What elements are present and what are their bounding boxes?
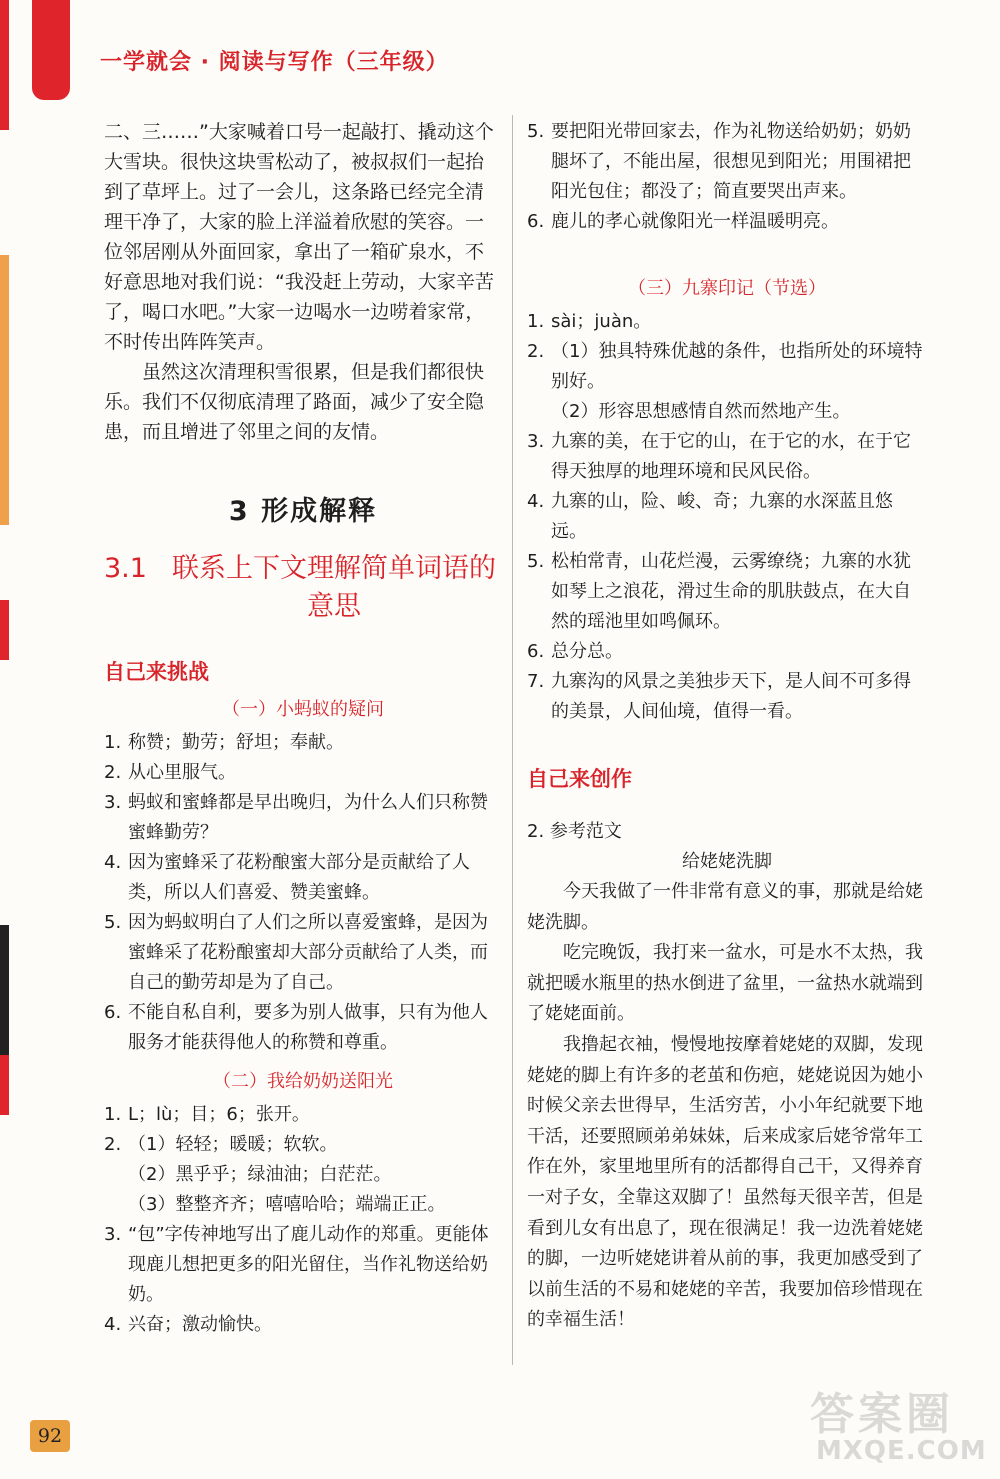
answer-item: 6. 不能自私自利，要多为别人做事，只有为他人服务才能获得他人的称赞和尊重。 [104, 1002, 488, 1053]
edge-strip-red-top [0, 0, 9, 130]
essay-paragraph: 今天我做了一件非常有意义的事，那就是给姥姥洗脚。 [527, 881, 923, 933]
subsection-title: （一）小蚂蚁的疑问 [222, 699, 384, 720]
answer-item: 5. 要把阳光带回家去，作为礼物送给奶奶；奶奶腿坏了，不能出屋，很想见到阳光；用围裙把阳光包住；都没了；简直要哭出声来。 [527, 121, 911, 202]
answer-item: 1. sài；juàn。 [527, 311, 652, 332]
watermark-glyphs: 答案圈 [810, 1389, 954, 1440]
left-column [104, 117, 502, 1340]
answer-item: 2. （1）独具特殊优越的条件，也指所处的环境特别好。 [527, 341, 923, 392]
answer-item: （3）整整齐齐；嘻嘻哈哈；端端正正。 [128, 1194, 446, 1215]
section-title: 联系上下文理解简单词语的意思 [172, 553, 496, 622]
answer-item: 1. L；lù；目；6；张开。 [104, 1104, 310, 1125]
answer-item: 4. 九寨的山，险、峻、奇；九寨的水深蓝且悠远。 [527, 491, 893, 542]
block-heading-create: 自己来创作 [527, 767, 632, 791]
answer-item: 4. 因为蜜蜂采了花粉酿蜜大部分是贡献给了人类，所以人们喜爱、赞美蜜蜂。 [104, 852, 470, 903]
section-number: 3.1 [104, 553, 147, 584]
answer-item: 1. 称赞；勤劳；舒坦；奉献。 [104, 732, 344, 753]
column-divider [512, 115, 513, 1365]
answer-item: （2）黑乎乎；绿油油；白茫茫。 [128, 1164, 392, 1185]
block-heading-challenge: 自己来挑战 [104, 660, 209, 684]
story-paragraph: 虽然这次清理积雪很累，但是我们都很快乐。我们不仅彻底清理了路面，减少了安全隐患，而且增进了邻里之间的友情。 [104, 361, 485, 443]
answer-item: （2）形容思想感情自然而然地产生。 [551, 401, 851, 422]
answer-item: 3. 九寨的美，在于它的山，在于它的水，在于它得天独厚的地理环境和民风民俗。 [527, 431, 911, 482]
answer-item: 5. 松柏常青，山花烂漫，云雾缭绕；九寨的水犹如琴上之浪花，滑过生命的肌肤鼓点，在大自然的瑶池里如鸣佩环。 [527, 551, 911, 632]
answer-item: 2. 从心里服气。 [104, 762, 236, 783]
section-heading [104, 550, 502, 626]
edge-strip-red-bottom [0, 1055, 9, 1115]
answer-item: 5. 因为蚂蚁明白了人们之所以喜爱蜜蜂，是因为蜜蜂采了花粉酿蜜却大部分贡献给了人类，而自己的勤劳却是为了自己。 [104, 912, 488, 993]
answer-item: 4. 兴奋；激动愉快。 [104, 1314, 272, 1335]
edge-strip-red-mid [0, 600, 9, 660]
chapter-title: 3 形成解释 [228, 496, 378, 527]
essay-lead: 2. 参考范文 [527, 821, 622, 842]
story-paragraph: 二、三……”大家喊着口号一起敲打、撬动这个大雪块。很快这块雪松动了，被叔叔们一起抬到了草坪上。过了一会儿，这条路已经完全清理干净了，大家的脸上洋溢着欣慰的笑容。一位邻居刚从外面回家，拿出了一箱矿泉水，不好意思地对我们说：“我没赶上劳动，大家辛苦了，喝口水吧。”大家一边喝水一边唠着家常，不时传出阵阵笑声。 [104, 121, 494, 353]
watermark-url: MXQE.COM [816, 1436, 987, 1466]
page-number: 92 [30, 1420, 70, 1452]
answer-item: 3. 蚂蚁和蜜蜂都是早出晚归，为什么人们只称赞蜜蜂勤劳？ [104, 792, 488, 843]
book-title: 一学就会 · 阅读与写作（三年级） [100, 50, 449, 75]
answer-item: 2. （1）轻轻；暖暖；软软。 [104, 1134, 338, 1155]
header-tab [32, 0, 70, 100]
essay-title: 给姥姥洗脚 [682, 851, 772, 872]
edge-strip-orange [0, 255, 9, 525]
subsection-title: （三）九寨印记（节选） [628, 278, 826, 299]
answer-item: 6. 总分总。 [527, 641, 623, 662]
answer-item: 7. 九寨沟的风景之美独步天下，是人间不可多得的美景，人间仙境，值得一看。 [527, 671, 911, 722]
answer-item: 3. “包”字传神地写出了鹿儿动作的郑重。更能体现鹿儿想把更多的阳光留住，当作礼物送给奶奶。 [104, 1224, 489, 1305]
edge-strip-black [0, 925, 9, 1055]
essay-paragraph: 吃完晚饭，我打来一盆水，可是水不太热，我就把暖水瓶里的热水倒进了盆里，一盆热水就端到了姥姥面前。 [527, 942, 923, 1025]
answer-item: 6. 鹿儿的孝心就像阳光一样温暖明亮。 [527, 211, 839, 232]
watermark-logo [800, 1378, 1000, 1478]
subsection-title: （二）我给奶奶送阳光 [213, 1071, 393, 1092]
right-column [527, 117, 927, 1336]
essay-paragraph: 我撸起衣袖，慢慢地按摩着姥姥的双脚，发现姥姥的脚上有许多的老茧和伤疤，姥姥说因为她小时候父亲去世得早，生活穷苦，小小年纪就要下地干活，还要照顾弟弟妹妹，后来成家后姥爷常年工作在外，家里地里所有的活都得自己干，又得养育一对子女，全靠这双脚了！虽然每天很辛苦，但是看到儿女有出息了，现在很满足！我一边洗着姥姥的脚，一边听姥姥讲着从前的事，我更加感受到了以前生活的不易和姥姥的辛苦，我要加倍珍惜现在的幸福生活！ [527, 1033, 923, 1331]
